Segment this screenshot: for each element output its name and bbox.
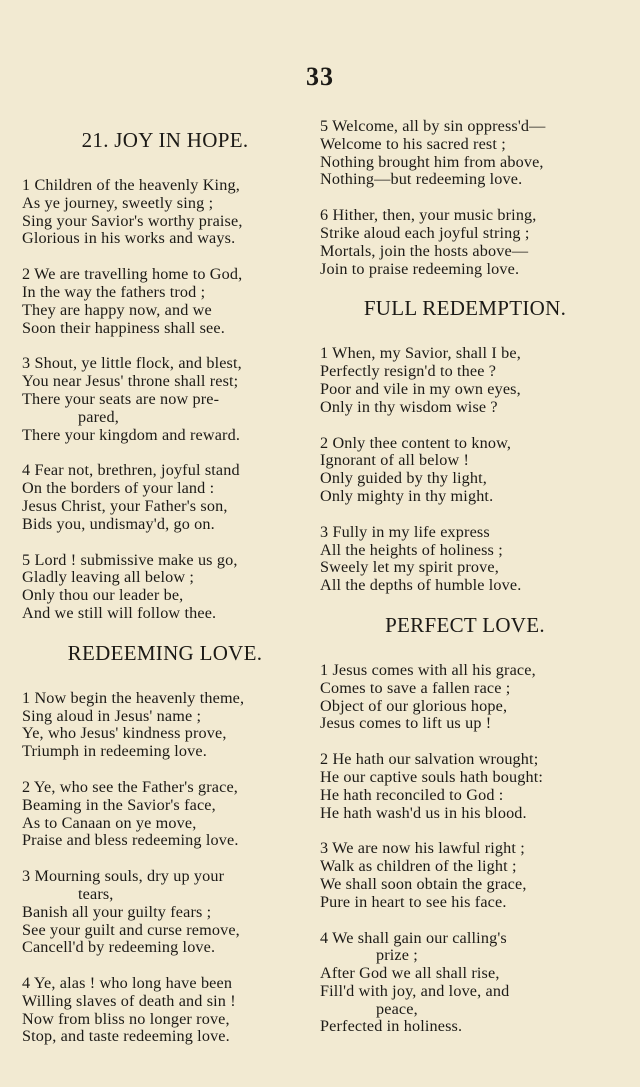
verse-line: Comes to save a fallen race ; [320,678,511,697]
verse-line: Cancell'd by redeeming love. [22,938,216,957]
verse-line: tears, [78,884,114,903]
verse-line: We shall soon obtain the grace, [320,874,527,893]
verse-line: 1 Children of the heavenly King, [22,176,240,194]
stanza [320,662,610,733]
verse-line: Walk as children of the light ; [320,857,517,876]
verse-line: Perfectly resign'd to thee ? [320,362,497,381]
verse-line: Glorious in his works and ways. [22,229,236,248]
verse-line: Triumph in redeeming love. [22,742,207,761]
verse-line: Soon their happiness shall see. [22,318,225,337]
stanza [320,118,610,189]
stanza [22,868,308,957]
verse-line: And we still will follow thee. [22,603,217,622]
verse-line: Only guided by thy light, [320,469,487,488]
verse-line: All the depths of humble love. [320,576,522,595]
verse-line: Perfected in holiness. [320,1017,463,1036]
verse-line: On the borders of your land : [22,479,215,498]
verse-line: They are happy now, and we [22,300,212,319]
verse-line: 4 Ye, alas ! who long have been [22,974,233,993]
verse-line: 1 When, my Savior, shall I be, [320,344,521,363]
verse-line: 3 Mourning souls, dry up your [22,867,225,886]
verse-line: Ye, who Jesus' kindness prove, [22,724,227,743]
verse-line: Object of our glorious hope, [320,696,508,715]
hymn-title: 21. JOY IN HOPE. [81,128,249,152]
verse-line: Now from bliss no longer rove, [22,1009,230,1028]
stanza [320,345,610,416]
verse-line: 4 We shall gain our calling's [320,928,507,947]
stanza [22,975,308,1046]
verse-line: Nothing brought him from above, [320,152,544,171]
verse-line: Only in thy wisdom wise ? [320,397,498,416]
verse-line: Nothing—but redeeming love. [320,170,523,189]
verse-line: Only thou our leader be, [22,586,184,605]
verse-line: Sing aloud in Jesus' name ; [22,706,202,725]
verse-line: 3 Shout, ye little flock, and blest, [22,354,242,373]
hymn-title: REDEEMING LOVE. [67,640,263,665]
verse-line: Jesus Christ, your Father's son, [22,496,228,515]
stanza [22,355,308,444]
verse-line: Poor and vile in my own eyes, [320,379,521,398]
verse-line: Strike aloud each joyful string ; [320,223,530,242]
verse-line: Stop, and taste redeeming love. [22,1027,230,1046]
hymn-title: PERFECT LOVE. [385,612,545,637]
verse-line: Fill'd with joy, and love, and [320,981,510,1000]
verse-line: He hath reconciled to God : [320,785,504,804]
verse-line: Ignorant of all below ! [320,451,470,470]
verse-line: 2 We are travelling home to God, [22,265,243,284]
verse-line: Jesus comes to lift us up ! [320,714,492,733]
verse-line: You near Jesus' throne shall rest; [22,372,239,391]
verse-line: In the way the fathers trod ; [22,282,206,301]
verse-line: 4 Fear not, brethren, joyful stand [22,461,240,480]
verse-line: All the heights of holiness ; [320,540,503,559]
verse-line: Beaming in the Savior's face, [22,795,216,814]
verse-line: 5 Welcome, all by sin oppress'd— [320,117,546,135]
verse-line: Bids you, undismay'd, go on. [22,514,215,533]
stanza [22,779,308,850]
verse-line: 2 He hath our salvation wrought; [320,750,539,769]
verse-line: He our captive souls hath bought: [320,767,543,786]
verse-line: Only mighty in thy might. [320,486,494,505]
stanza [320,524,610,595]
right-column [320,118,610,1054]
stanza [320,840,610,911]
verse-line: 1 Jesus comes with all his grace, [320,660,536,679]
stanza [22,462,308,533]
stanza [22,266,308,337]
left-column [22,118,308,1064]
stanza [22,177,308,248]
verse-line: Pure in heart to see his face. [320,892,507,911]
verse-line: Willing slaves of death and sin ! [22,991,236,1010]
verse-line: 2 Ye, who see the Father's grace, [22,777,239,796]
verse-line: 6 Hither, then, your music bring, [320,206,537,225]
verse-line: Welcome to his sacred rest ; [320,134,506,153]
stanza [320,751,610,822]
verse-line: Banish all your guilty fears ; [22,902,212,921]
verse-line: 3 Fully in my life express [320,522,490,541]
verse-line: Mortals, join the hosts above— [320,241,529,260]
hymn-title: FULL REDEMPTION. [363,296,567,321]
verse-line: 5 Lord ! submissive make us go, [22,550,238,569]
verse-line: Praise and bless redeeming love. [22,831,239,850]
verse-line: Join to praise redeeming love. [320,259,520,278]
stanza [320,207,610,278]
verse-line: prize ; [376,946,418,965]
verse-line: See your guilt and curse remove, [22,920,240,939]
stanza [22,552,308,623]
verse-line: There your kingdom and reward. [22,425,241,444]
verse-line: pared, [78,407,119,426]
verse-line: 1 Now begin the heavenly theme, [22,688,245,707]
page-number: 33 [306,62,334,91]
stanza [22,690,308,761]
verse-line: He hath wash'd us in his blood. [320,803,527,822]
stanza [320,930,610,1037]
stanza [320,435,610,506]
verse-line: After God we all shall rise, [320,964,500,983]
verse-line: 3 We are now his lawful right ; [320,839,525,858]
verse-line: As to Canaan on ye move, [22,813,197,832]
verse-line: Sing your Savior's worthy praise, [22,211,243,230]
verse-line: Sweely let my spirit prove, [320,558,499,577]
verse-line: Gladly leaving all below ; [22,568,195,587]
verse-line: 2 Only thee content to know, [320,433,512,452]
verse-line: There your seats are now pre- [22,389,220,408]
verse-line: peace, [376,999,418,1018]
verse-line: As ye journey, sweetly sing ; [22,193,214,212]
